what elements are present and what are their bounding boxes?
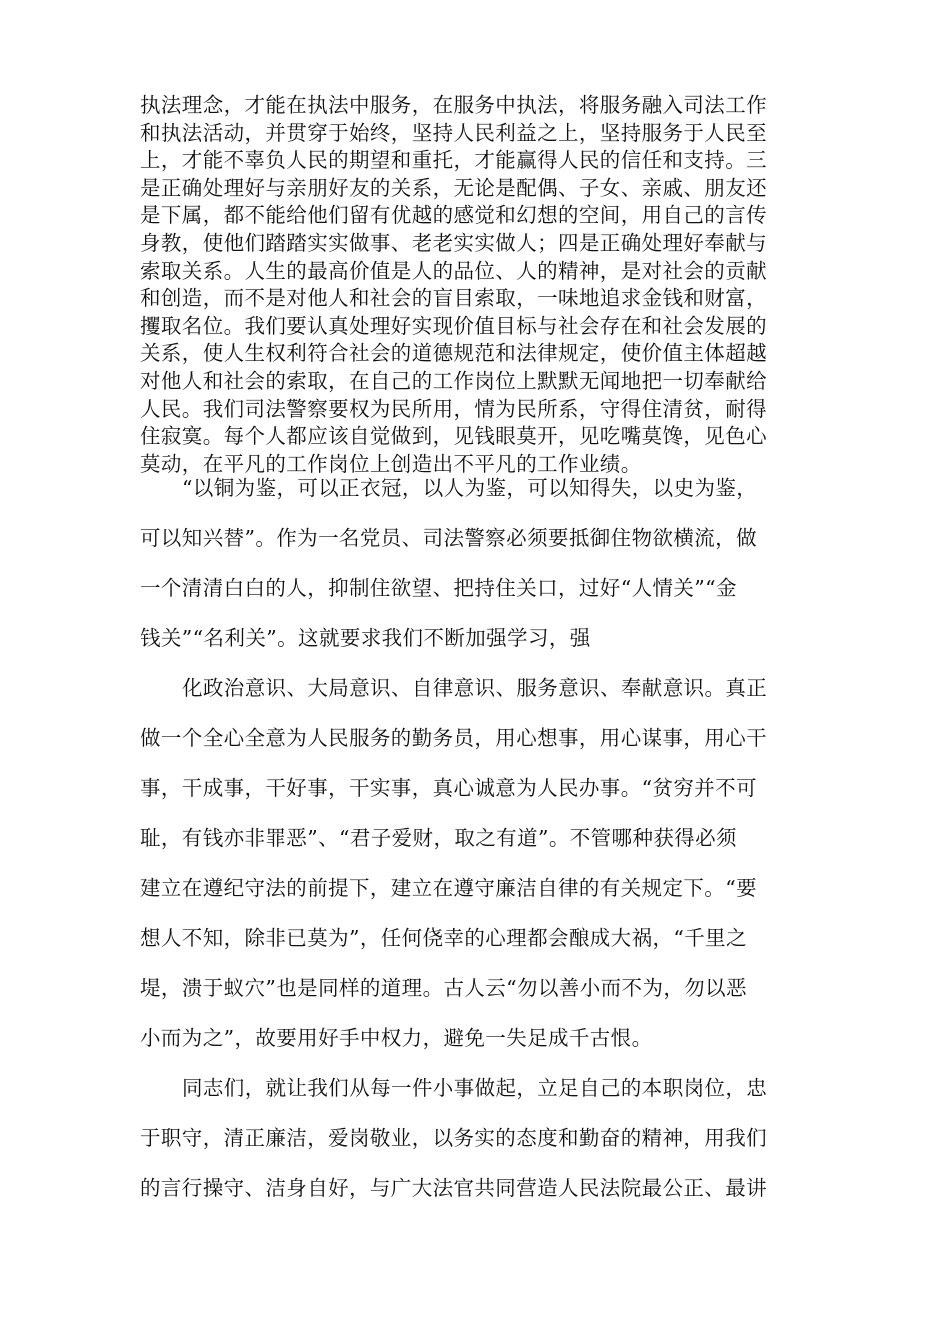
text-line: 堤，溃于蚁穴”也是同样的道理。古人云“勿以善小而不为，勿以恶 (140, 976, 747, 1000)
text-line: 想人不知，除非已莫为”，任何侥幸的心理都会酿成大祸，“千里之 (140, 926, 747, 950)
paragraph-1 (140, 92, 812, 478)
text-line: 是正确处理好与亲朋好友的关系，无论是配偶、子女、亲戚、朋友还 (140, 175, 767, 200)
text-line: 人民。我们司法警察要权为民所用，情为民所系，守得住清贫，耐得 (140, 396, 767, 421)
text-line: 化政治意识、大局意识、自律意识、服务意识、奉献意识。真正 (182, 676, 768, 700)
text-line: 做一个全心全意为人民服务的勤务员，用心想事，用心谋事，用心干 (140, 726, 767, 750)
text-line: 上，才能不辜负人民的期望和重托，才能赢得人民的信任和支持。三 (140, 148, 767, 173)
text-line: 建立在遵纪守法的前提下，建立在遵守廉洁自律的有关规定下。“要 (140, 876, 757, 900)
text-line: 执法理念，才能在执法中服务，在服务中执法，将服务融入司法工作 (140, 93, 767, 117)
text-line: 住寂寞。每个人都应该自觉做到，见钱眼莫开，见吃嘴莫馋，见色心 (140, 424, 767, 449)
text-line: 和创造，而不是对他人和社会的盲目索取，一味地追求金钱和财富， (140, 286, 767, 311)
text-line: 索取关系。人生的最高价值是人的品位、人的精神，是对社会的贡献 (140, 258, 767, 283)
text-line: 事，干成事，干好事，干实事，真心诚意为人民办事。“贫穷并不可 (140, 776, 757, 800)
text-line: 和执法活动，并贯穿于始终，坚持人民利益之上，坚持服务于人民至 (140, 120, 767, 145)
text-line: 莫动，在平凡的工作岗位上创造出不平凡的工作业绩。 (140, 451, 642, 476)
text-line: 攫取名位。我们要认真处理好实现价值目标与社会存在和社会发展的 (140, 313, 767, 338)
text-line: 是下属，都不能给他们留有优越的感觉和幻想的空间，用自己的言传 (140, 203, 767, 228)
text-line: 钱关”“名利关”。这就要求我们不断加强学习，强 (140, 626, 591, 650)
text-line: 对他人和社会的索取，在自己的工作岗位上默默无闻地把一切奉献给 (140, 368, 767, 393)
text-line: 可以知兴替”。作为一名党员、司法警察必须要抵御住物欲横流，做 (140, 526, 757, 550)
text-line: 于职守，清正廉洁，爱岗敬业，以务实的态度和勤奋的精神，用我们 (140, 1126, 767, 1150)
text-line: 身教，使他们踏踏实实做事、老老实实做人；四是正确处理好奉献与 (140, 230, 767, 255)
text-line: 关系，使人生权利符合社会的道德规范和法律规定，使价值主体超越 (140, 341, 767, 366)
text-line: 的言行操守、洁身自好，与广大法官共同营造人民法院最公正、最讲 (140, 1176, 767, 1200)
text-line: 一个清清白白的人，抑制住欲望、把持住关口，过好“人情关”“金 (140, 576, 737, 600)
text-line: 小而为之”，故要用好手中权力，避免一失足成千古恨。 (140, 1026, 653, 1050)
paragraph-4 (140, 1063, 812, 1213)
text-line: 耻，有钱亦非罪恶”、“君子爱财，取之有道”。不管哪种获得必须 (140, 826, 737, 850)
paragraph-2 (140, 463, 812, 663)
text-line: “以铜为鉴，可以正衣冠，以人为鉴，可以知得失，以史为鉴， (182, 476, 758, 500)
paragraph-3 (140, 663, 812, 1063)
text-line: 同志们，就让我们从每一件小事做起，立足自己的本职岗位，忠 (182, 1076, 768, 1100)
